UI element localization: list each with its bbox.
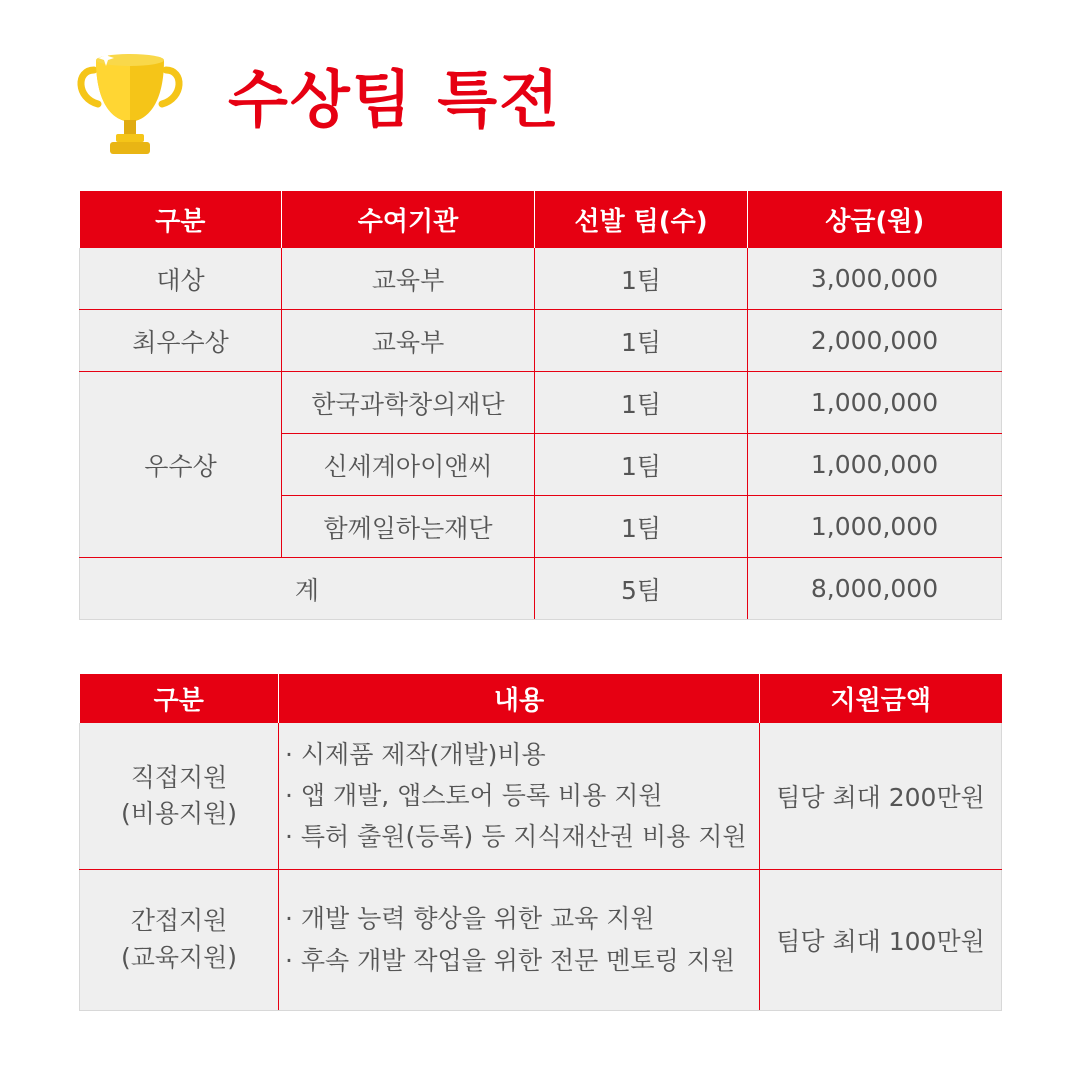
award-category: 우수상	[80, 372, 282, 558]
header-teams: 선발 팀(수)	[535, 191, 748, 248]
award-prize: 1,000,000	[748, 434, 1002, 496]
trophy-icon	[74, 48, 186, 160]
support-category-type: (교육지원)	[120, 942, 238, 972]
support-category-type: (비용지원)	[120, 798, 238, 828]
support-item: · 개발 능력 향상을 위한 교육 지원	[285, 904, 655, 934]
header-org: 수여기관	[282, 191, 535, 248]
total-teams: 5팀	[535, 558, 748, 620]
support-amount: 팀당 최대 100만원	[760, 869, 1002, 1010]
award-teams: 1팀	[535, 248, 748, 310]
award-prize: 1,000,000	[748, 372, 1002, 434]
total-label: 계	[80, 558, 535, 620]
award-prize: 2,000,000	[748, 310, 1002, 372]
header-category: 구분	[80, 674, 279, 723]
support-table	[79, 674, 1002, 1011]
award-org: 한국과학창의재단	[282, 372, 535, 434]
award-org: 함께일하는재단	[282, 496, 535, 558]
award-org: 신세계아이앤씨	[282, 434, 535, 496]
support-item: · 특허 출원(등록) 등 지식재산권 비용 지원	[285, 822, 747, 852]
support-category-name: 직접지원	[130, 762, 228, 792]
table-row	[80, 310, 1002, 372]
support-category-name: 간접지원	[130, 906, 228, 936]
awards-table	[79, 191, 1002, 620]
award-teams: 1팀	[535, 496, 748, 558]
award-teams: 1팀	[535, 372, 748, 434]
table-row	[80, 372, 1002, 434]
page-title: 수상팀 특전	[228, 63, 562, 136]
total-prize: 8,000,000	[748, 558, 1002, 620]
award-org: 교육부	[282, 248, 535, 310]
page-header	[74, 48, 674, 160]
support-header-row	[80, 674, 1002, 723]
award-teams: 1팀	[535, 310, 748, 372]
header-category: 구분	[80, 191, 282, 248]
award-category: 대상	[80, 248, 282, 310]
support-category	[80, 723, 279, 869]
support-item: · 앱 개발, 앱스토어 등록 비용 지원	[285, 781, 663, 811]
table-row	[80, 248, 1002, 310]
award-org: 교육부	[282, 310, 535, 372]
header-amount: 지원금액	[760, 674, 1002, 723]
support-content	[279, 723, 760, 869]
support-amount: 팀당 최대 200만원	[760, 723, 1002, 869]
award-prize: 3,000,000	[748, 248, 1002, 310]
award-prize: 1,000,000	[748, 496, 1002, 558]
award-category: 최우수상	[80, 310, 282, 372]
total-row	[80, 558, 1002, 620]
support-category	[80, 869, 279, 1010]
support-content	[279, 869, 760, 1010]
support-item: · 후속 개발 작업을 위한 전문 멘토링 지원	[285, 945, 735, 975]
table-row	[80, 723, 1002, 869]
header-prize: 상금(원)	[748, 191, 1002, 248]
award-teams: 1팀	[535, 434, 748, 496]
table-row	[80, 869, 1002, 1010]
support-item: · 시제품 제작(개발)비용	[285, 739, 546, 769]
awards-header-row	[80, 191, 1002, 248]
header-content: 내용	[279, 674, 760, 723]
